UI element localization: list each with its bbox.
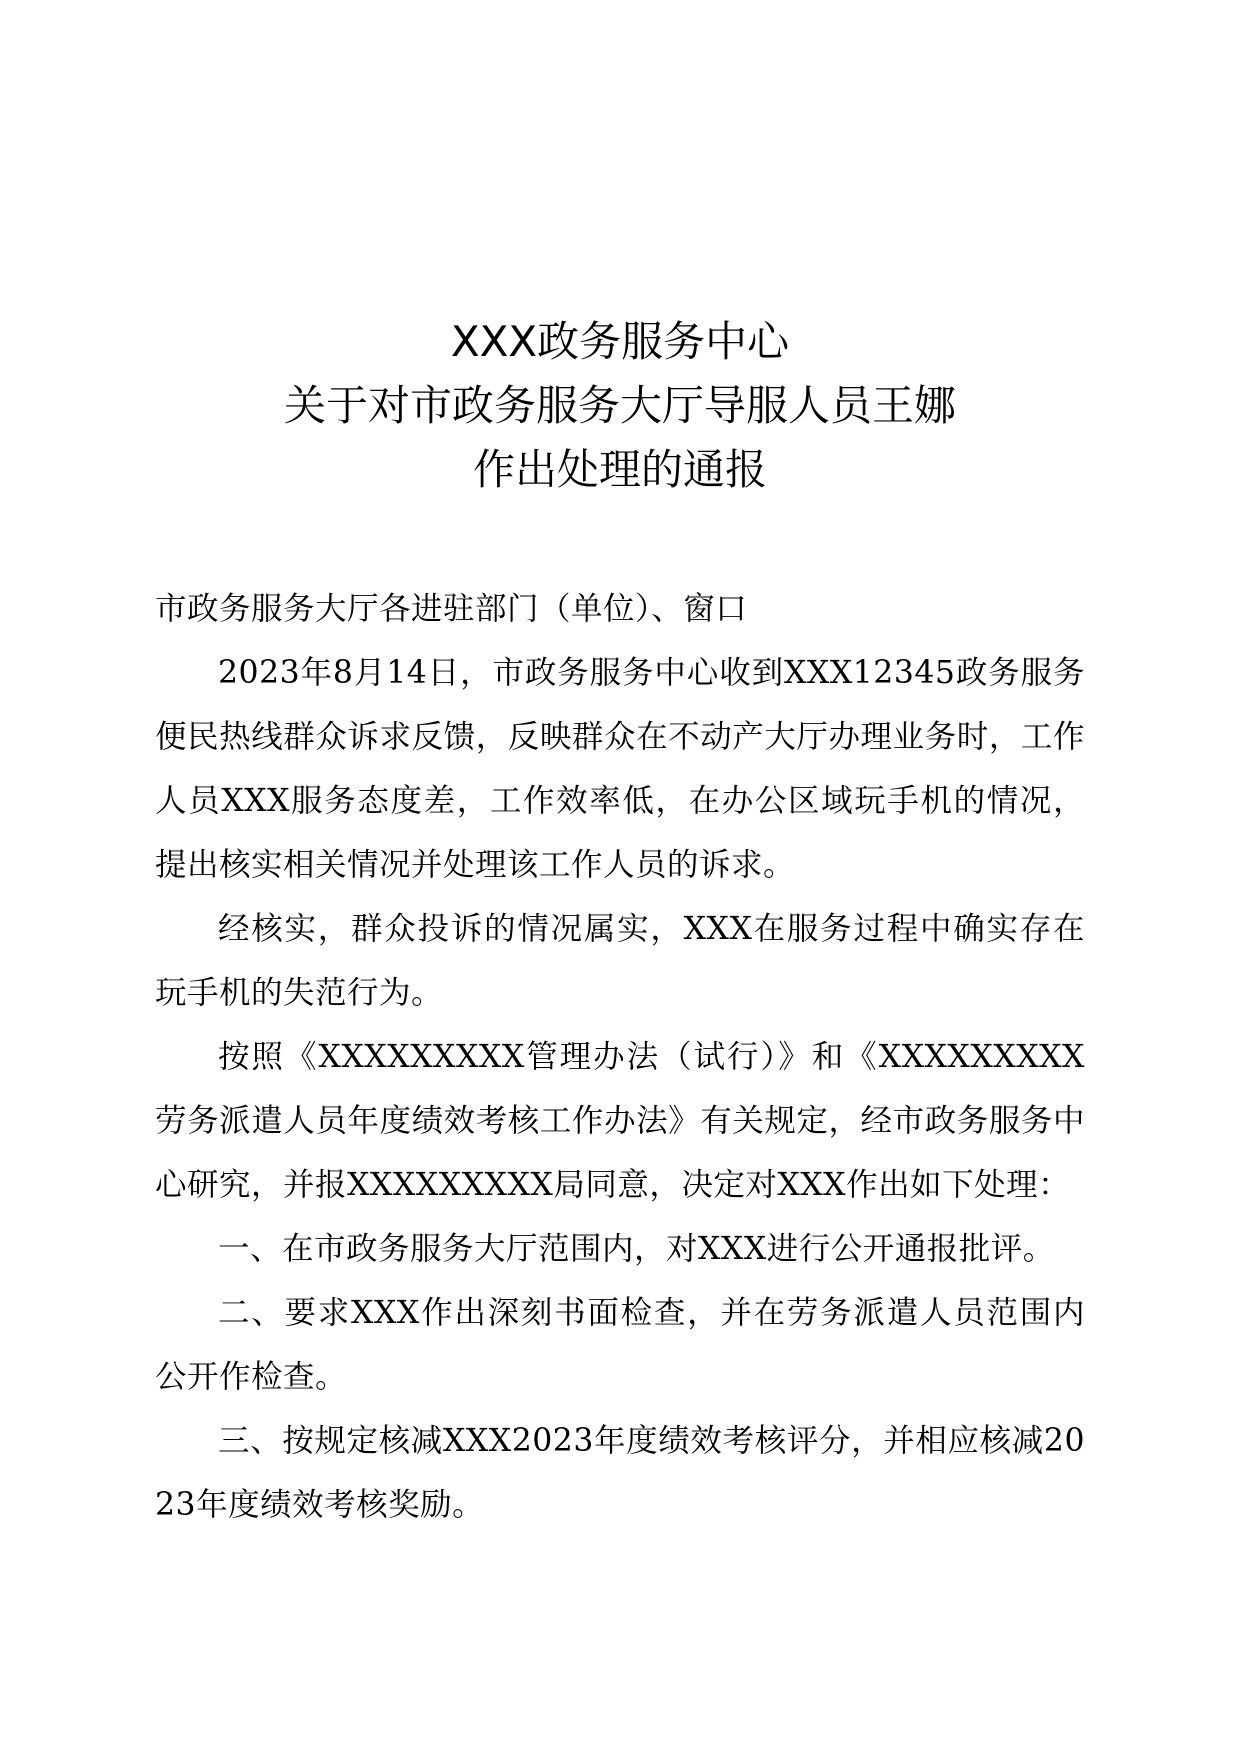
paragraph-measure-3: 三、按规定核减XXX2023年度绩效考核评分，并相应核减2023年度绩效考核奖励。 xyxy=(155,1423,1085,1523)
title-line-1: XXX政务服务中心 xyxy=(450,317,790,366)
paragraph-measure-1: 一、在市政务服务大厅范围内，对XXX进行公开通报批评。 xyxy=(218,1231,1055,1267)
paragraph-decision-basis: 按照《XXXXXXXXX管理办法（试行）》和《XXXXXXXXX劳务派遣人员年度绩效考核工作办法》有关规定，经市政务服务中心研究，并报XXXXXXXXX局同意，决定对XXX作出如下处理： xyxy=(155,1039,1085,1203)
title-line-2: 关于对市政务服务大厅导服人员王娜 xyxy=(283,381,956,430)
title-line-3: 作出处理的通报 xyxy=(472,445,767,494)
paragraph-complaint: 2023年8月14日，市政务服务中心收到XXX12345政务服务便民热线群众诉求反馈，反映群众在不动产大厅办理业务时，工作人员XXX服务态度差，工作效率低，在办公区域玩手机的情况，提出核实相关情况并处理该工作人员的诉求。 xyxy=(155,655,1085,883)
paragraph-measure-2: 二、要求XXX作出深刻书面检查，并在劳务派遣人员范围内公开作检查。 xyxy=(155,1295,1085,1395)
salutation: 市政务服务大厅各进驻部门（单位）、窗口 xyxy=(155,591,748,627)
paragraph-verification: 经核实，群众投诉的情况属实，XXX在服务过程中确实存在玩手机的失范行为。 xyxy=(155,911,1085,1011)
document-title xyxy=(0,310,1240,502)
document-body xyxy=(155,577,1085,1537)
